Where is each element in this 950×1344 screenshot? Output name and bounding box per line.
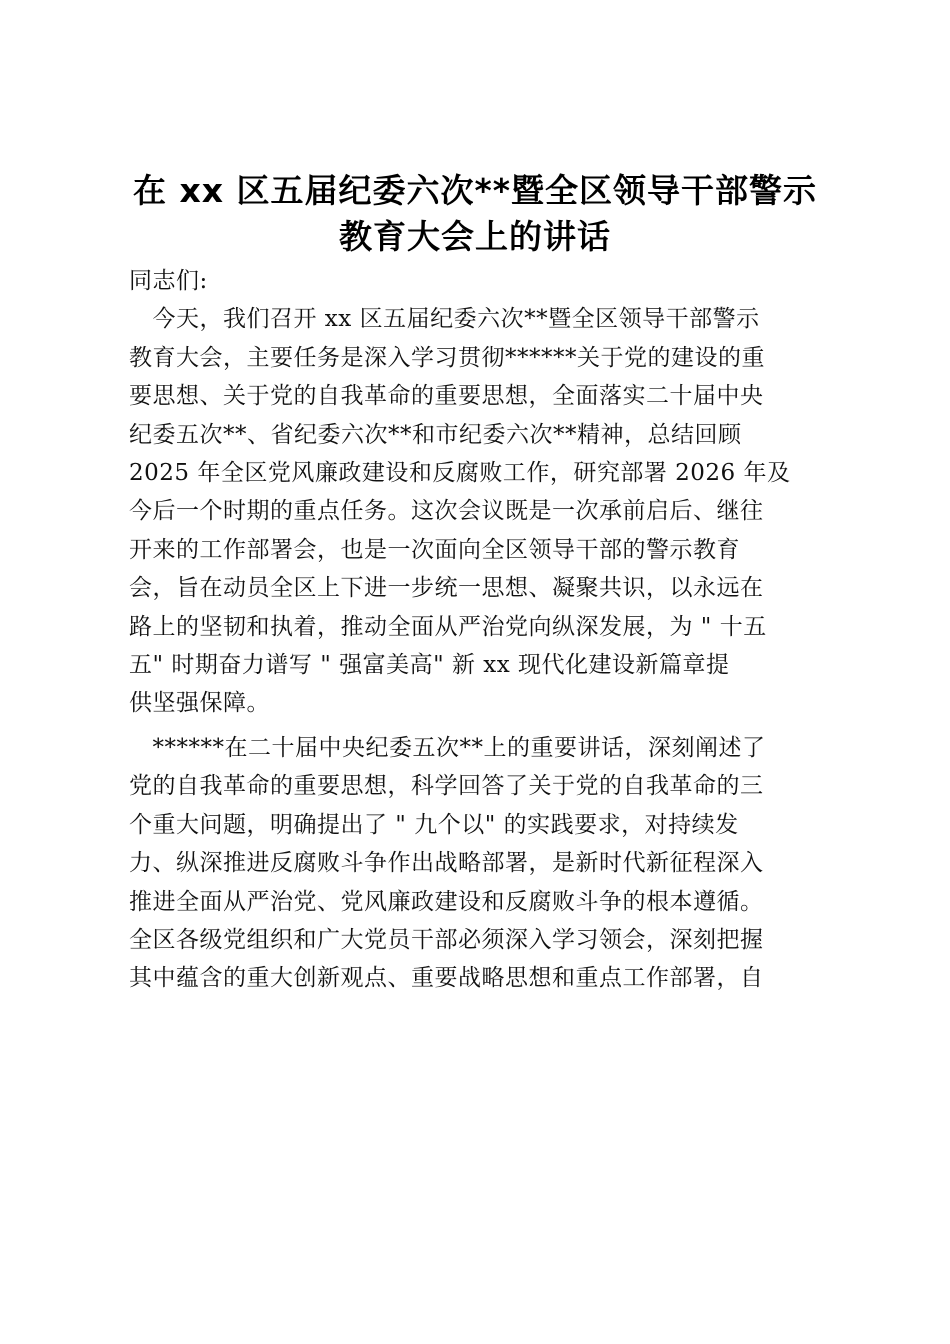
text-line: 2025 年全区党风廉政建设和反腐败工作，研究部署 2026 年及: [129, 460, 791, 487]
text-line: ******在二十届中央纪委五次**上的重要讲话，深刻阐述了: [129, 734, 766, 761]
paragraph-1: [129, 300, 829, 722]
text-line: 五" 时期奋力谱写 " 强富美高" 新 xx 现代化建设新篇章提: [129, 652, 730, 679]
text-line: 推进全面从严治党、党风廉政建设和反腐败斗争的根本遵循。: [129, 888, 764, 915]
text-line: 个重大问题，明确提出了 " 九个以" 的实践要求，对持续发: [129, 811, 739, 838]
text-line: 纪委五次**、省纪委六次**和市纪委六次**精神，总结回顾: [129, 421, 742, 448]
text-line: 要思想、关于党的自我革命的重要思想，全面落实二十届中央: [129, 383, 764, 410]
title-line-2: 教育大会上的讲话: [339, 217, 611, 256]
text-line: 供坚强保障。: [129, 690, 270, 717]
text-line: 全区各级党组织和广大党员干部必须深入学习领会，深刻把握: [129, 926, 764, 953]
document-body: [129, 262, 829, 998]
text-line: 今天，我们召开 xx 区五届纪委六次**暨全区领导干部警示: [129, 306, 760, 333]
document-title: [100, 168, 850, 260]
text-line: 今后一个时期的重点任务。这次会议既是一次承前启后、继往: [129, 498, 764, 525]
text-line: 会，旨在动员全区上下进一步统一思想、凝聚共识，以永远在: [129, 575, 764, 602]
salutation: 同志们:: [129, 268, 208, 294]
text-line: 教育大会，主要任务是深入学习贯彻******关于党的建设的重: [129, 344, 765, 371]
paragraph-2: [129, 729, 829, 998]
text-line: 开来的工作部署会，也是一次面向全区领导干部的警示教育: [129, 536, 740, 563]
text-line: 其中蕴含的重大创新观点、重要战略思想和重点工作部署，自: [129, 965, 764, 992]
text-line: 路上的坚韧和执着，推动全面从严治党向纵深发展，为 " 十五: [129, 613, 767, 640]
text-line: 党的自我革命的重要思想，科学回答了关于党的自我革命的三: [129, 773, 764, 800]
title-line-1: 在 xx 区五届纪委六次**暨全区领导干部警示: [132, 171, 818, 210]
text-line: 力、纵深推进反腐败斗争作出战略部署，是新时代新征程深入: [129, 850, 764, 877]
